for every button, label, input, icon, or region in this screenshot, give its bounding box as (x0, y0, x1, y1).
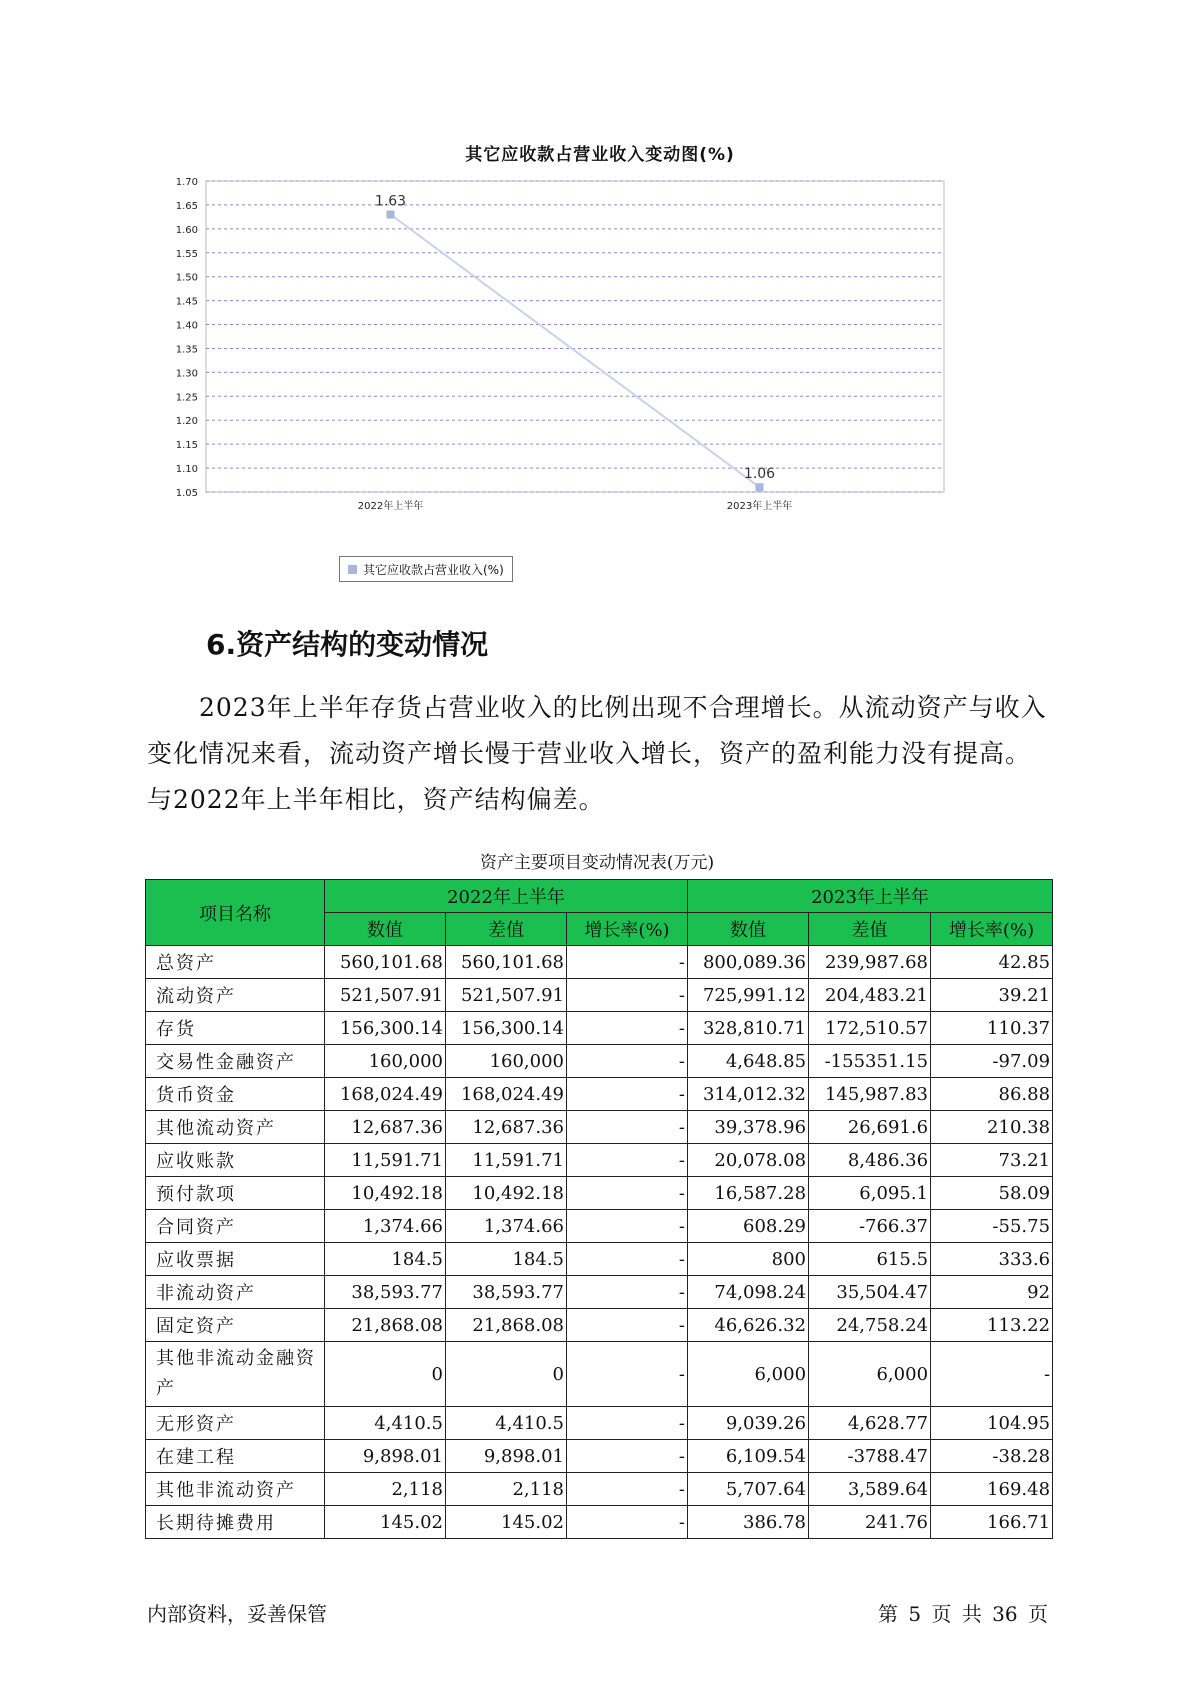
cell-v2: 386.78 (688, 1506, 809, 1539)
data-point (387, 210, 395, 218)
cell-v1: 521,507.91 (325, 979, 446, 1012)
plot-area (206, 181, 944, 492)
cell-d1: 21,868.08 (446, 1309, 567, 1342)
section-paragraph: 2023年上半年存货占营业收入的比例出现不合理增长。从流动资产与收入变化情况来看，流动资产增长慢于营业收入增长，资产的盈利能力没有提高。与2022年上半年相比，资产结构偏差。 (147, 693, 1047, 814)
data-label: 1.06 (743, 466, 776, 483)
header-period-2023: 2023年上半年 (688, 880, 1053, 913)
header-value-2023: 数值 (688, 913, 809, 946)
table-row (146, 1309, 1053, 1342)
cell-d1: 10,492.18 (446, 1177, 567, 1210)
cell-d2: 24,758.24 (809, 1309, 931, 1342)
cell-d1: 521,507.91 (446, 979, 567, 1012)
cell-g2: 110.37 (931, 1012, 1053, 1045)
row-item-name: 预付款项 (146, 1177, 325, 1210)
cell-v1: 560,101.68 (325, 946, 446, 979)
y-tick-label: 1.05 (175, 488, 198, 499)
cell-v2: 9,039.26 (688, 1407, 809, 1440)
cell-v1: 11,591.71 (325, 1144, 446, 1177)
chart-svg (160, 140, 1040, 600)
cell-g1: - (567, 1506, 688, 1539)
cell-d1: 160,000 (446, 1045, 567, 1078)
row-item-name: 存货 (146, 1012, 325, 1045)
cell-d1: 168,024.49 (446, 1078, 567, 1111)
cell-g1: - (567, 1210, 688, 1243)
cell-d2: -766.37 (809, 1210, 931, 1243)
row-item-name: 其他流动资产 (146, 1111, 325, 1144)
legend-marker-icon (348, 565, 357, 574)
row-item-name: 其他非流动金融资产 (146, 1342, 325, 1407)
table-caption: 资产主要项目变动情况表(万元) (479, 853, 715, 873)
cell-g1: - (567, 1144, 688, 1177)
cell-g1: - (567, 1243, 688, 1276)
cell-v2: 314,012.32 (688, 1078, 809, 1111)
cell-g2: 166.71 (931, 1506, 1053, 1539)
table-row (146, 1407, 1053, 1440)
y-tick-label: 1.70 (175, 177, 198, 188)
section-heading: 6.资产结构的变动情况 (206, 628, 489, 661)
table-row (146, 1111, 1053, 1144)
header-growth-2022: 增长率(%) (567, 913, 688, 946)
data-label: 1.63 (374, 193, 407, 210)
table-row (146, 979, 1053, 1012)
y-tick-label: 1.30 (175, 368, 198, 380)
y-tick-label: 1.60 (175, 224, 198, 236)
table-row (146, 1243, 1053, 1276)
table-row (146, 1012, 1053, 1045)
cell-d2: -155351.15 (809, 1045, 931, 1078)
y-tick-label: 1.40 (175, 320, 198, 332)
cell-g2: -38.28 (931, 1440, 1053, 1473)
cell-d2: 239,987.68 (809, 946, 931, 979)
cell-v2: 328,810.71 (688, 1012, 809, 1045)
y-tick-label: 1.50 (175, 272, 198, 284)
cell-d1: 2,118 (446, 1473, 567, 1506)
table-row (146, 1210, 1053, 1243)
cell-d2: 241.76 (809, 1506, 931, 1539)
cell-g1: - (567, 1440, 688, 1473)
cell-g1: - (567, 1111, 688, 1144)
cell-d1: 0 (446, 1342, 567, 1407)
cell-v1: 1,374.66 (325, 1210, 446, 1243)
cell-g1: - (567, 979, 688, 1012)
page-number: 第 5 页 共 36 页 (878, 1602, 1048, 1626)
legend-label: 其它应收款占营业收入(%) (363, 562, 504, 577)
cell-g2: -97.09 (931, 1045, 1053, 1078)
cell-v2: 39,378.96 (688, 1111, 809, 1144)
cell-d2: 172,510.57 (809, 1012, 931, 1045)
cell-v1: 168,024.49 (325, 1078, 446, 1111)
cell-d1: 184.5 (446, 1243, 567, 1276)
cell-d2: -3788.47 (809, 1440, 931, 1473)
header-growth-2023: 增长率(%) (931, 913, 1053, 946)
asset-table (145, 879, 1053, 1539)
cell-v1: 10,492.18 (325, 1177, 446, 1210)
x-tick-label: 2022年上半年 (357, 501, 424, 512)
row-item-name: 长期待摊费用 (146, 1506, 325, 1539)
cell-g1: - (567, 1177, 688, 1210)
cell-g2: 86.88 (931, 1078, 1053, 1111)
cell-d1: 38,593.77 (446, 1276, 567, 1309)
cell-d2: 8,486.36 (809, 1144, 931, 1177)
chart-legend (339, 556, 513, 582)
series-line (391, 214, 760, 487)
cell-g2: 113.22 (931, 1309, 1053, 1342)
cell-d1: 11,591.71 (446, 1144, 567, 1177)
table-row (146, 946, 1053, 979)
cell-g2: - (931, 1342, 1053, 1407)
header-diff-2023: 差值 (809, 913, 931, 946)
cell-g2: 42.85 (931, 946, 1053, 979)
cell-v2: 800,089.36 (688, 946, 809, 979)
x-tick-label: 2023年上半年 (726, 501, 793, 512)
cell-v2: 608.29 (688, 1210, 809, 1243)
cell-g1: - (567, 1045, 688, 1078)
table-row (146, 1045, 1053, 1078)
cell-v1: 2,118 (325, 1473, 446, 1506)
cell-g2: -55.75 (931, 1210, 1053, 1243)
footer-note: 内部资料，妥善保管 (147, 1602, 327, 1626)
cell-d1: 145.02 (446, 1506, 567, 1539)
cell-d1: 9,898.01 (446, 1440, 567, 1473)
row-item-name: 其他非流动资产 (146, 1473, 325, 1506)
cell-g1: - (567, 1407, 688, 1440)
y-tick-label: 1.35 (175, 344, 198, 356)
row-item-name: 固定资产 (146, 1309, 325, 1342)
cell-g2: 104.95 (931, 1407, 1053, 1440)
row-item-name: 交易性金融资产 (146, 1045, 325, 1078)
cell-d1: 156,300.14 (446, 1012, 567, 1045)
cell-v2: 6,109.54 (688, 1440, 809, 1473)
header-item-name: 项目名称 (146, 880, 325, 946)
cell-v2: 800 (688, 1243, 809, 1276)
cell-v2: 5,707.64 (688, 1473, 809, 1506)
cell-d2: 4,628.77 (809, 1407, 931, 1440)
cell-v1: 12,687.36 (325, 1111, 446, 1144)
cell-v1: 0 (325, 1342, 446, 1407)
cell-v2: 20,078.08 (688, 1144, 809, 1177)
y-tick-label: 1.55 (175, 248, 198, 260)
cell-d1: 12,687.36 (446, 1111, 567, 1144)
cell-v1: 4,410.5 (325, 1407, 446, 1440)
cell-v2: 4,648.85 (688, 1045, 809, 1078)
cell-d2: 615.5 (809, 1243, 931, 1276)
cell-v1: 156,300.14 (325, 1012, 446, 1045)
chart-title: 其它应收款占营业收入变动图(%) (465, 145, 735, 165)
table-row (146, 1342, 1053, 1407)
cell-d1: 1,374.66 (446, 1210, 567, 1243)
cell-v1: 145.02 (325, 1506, 446, 1539)
cell-v1: 184.5 (325, 1243, 446, 1276)
table-row (146, 1440, 1053, 1473)
cell-d2: 35,504.47 (809, 1276, 931, 1309)
table-row (146, 1078, 1053, 1111)
header-value-2022: 数值 (325, 913, 446, 946)
cell-g1: - (567, 946, 688, 979)
cell-v1: 38,593.77 (325, 1276, 446, 1309)
cell-d2: 26,691.6 (809, 1111, 931, 1144)
cell-v1: 9,898.01 (325, 1440, 446, 1473)
row-item-name: 无形资产 (146, 1407, 325, 1440)
cell-v1: 160,000 (325, 1045, 446, 1078)
y-tick-label: 1.25 (175, 392, 198, 404)
cell-v2: 46,626.32 (688, 1309, 809, 1342)
cell-v2: 725,991.12 (688, 979, 809, 1012)
cell-g2: 210.38 (931, 1111, 1053, 1144)
y-tick-label: 1.65 (175, 200, 198, 212)
row-item-name: 非流动资产 (146, 1276, 325, 1309)
y-tick-label: 1.15 (175, 440, 198, 452)
cell-d1: 560,101.68 (446, 946, 567, 979)
y-tick-label: 1.10 (175, 464, 198, 476)
cell-d2: 145,987.83 (809, 1078, 931, 1111)
y-tick-label: 1.20 (175, 416, 198, 428)
cell-v1: 21,868.08 (325, 1309, 446, 1342)
cell-g1: - (567, 1342, 688, 1407)
cell-g2: 58.09 (931, 1177, 1053, 1210)
cell-v2: 6,000 (688, 1342, 809, 1407)
cell-g1: - (567, 1012, 688, 1045)
y-tick-label: 1.45 (175, 296, 198, 308)
table-row (146, 1177, 1053, 1210)
cell-d2: 204,483.21 (809, 979, 931, 1012)
row-item-name: 总资产 (146, 946, 325, 979)
row-item-name: 流动资产 (146, 979, 325, 1012)
cell-g2: 92 (931, 1276, 1053, 1309)
chart (160, 140, 1040, 600)
header-diff-2022: 差值 (446, 913, 567, 946)
row-item-name: 应收账款 (146, 1144, 325, 1177)
cell-g2: 169.48 (931, 1473, 1053, 1506)
cell-v2: 74,098.24 (688, 1276, 809, 1309)
table-row (146, 1506, 1053, 1539)
table-row (146, 1473, 1053, 1506)
cell-g1: - (567, 1473, 688, 1506)
cell-d2: 6,000 (809, 1342, 931, 1407)
cell-g2: 73.21 (931, 1144, 1053, 1177)
row-item-name: 合同资产 (146, 1210, 325, 1243)
cell-d2: 6,095.1 (809, 1177, 931, 1210)
row-item-name: 在建工程 (146, 1440, 325, 1473)
row-item-name: 应收票据 (146, 1243, 325, 1276)
cell-v2: 16,587.28 (688, 1177, 809, 1210)
cell-g2: 39.21 (931, 979, 1053, 1012)
cell-g1: - (567, 1276, 688, 1309)
data-point (756, 483, 764, 491)
cell-g1: - (567, 1078, 688, 1111)
cell-d2: 3,589.64 (809, 1473, 931, 1506)
table-row (146, 1276, 1053, 1309)
table-row (146, 1144, 1053, 1177)
cell-g2: 333.6 (931, 1243, 1053, 1276)
header-period-2022: 2022年上半年 (325, 880, 688, 913)
cell-d1: 4,410.5 (446, 1407, 567, 1440)
row-item-name: 货币资金 (146, 1078, 325, 1111)
table-body (146, 946, 1053, 1539)
cell-g1: - (567, 1309, 688, 1342)
